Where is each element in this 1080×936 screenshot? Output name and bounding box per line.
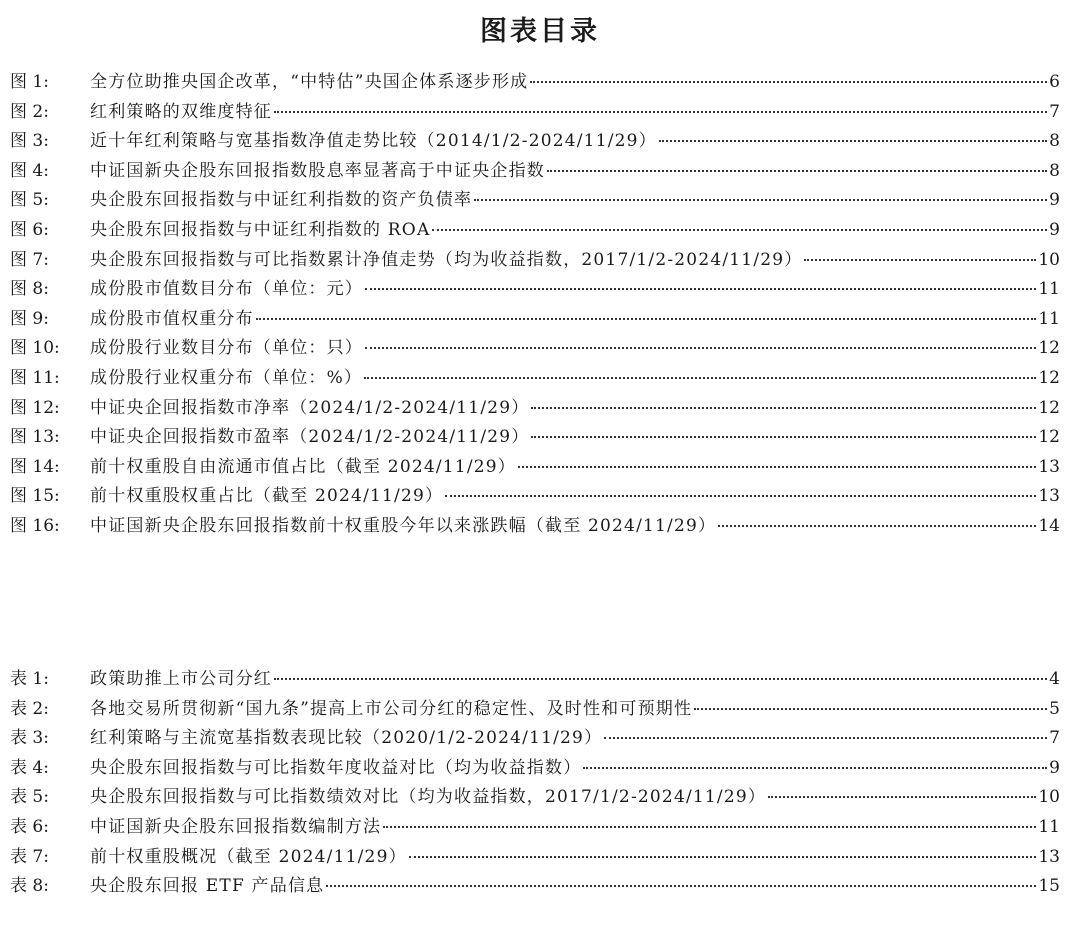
figure-entry-page-number[interactable]: 9 bbox=[1049, 219, 1060, 240]
dot-leader bbox=[718, 525, 1036, 527]
figure-entry-label: 图 5: bbox=[10, 190, 49, 211]
figure-entry[interactable] bbox=[10, 334, 1060, 364]
figure-entry-title[interactable]: 成份股行业数目分布（单位：只） bbox=[90, 338, 363, 359]
dot-leader bbox=[531, 436, 1036, 438]
figure-entry-page-number[interactable]: 14 bbox=[1038, 515, 1060, 536]
dot-leader bbox=[383, 826, 1036, 828]
figure-entry-title[interactable]: 央企股东回报指数与中证红利指数的资产负债率 bbox=[90, 190, 473, 211]
table-entry-page-number[interactable]: 10 bbox=[1038, 787, 1060, 808]
table-entry-page-number[interactable]: 7 bbox=[1049, 728, 1060, 749]
dot-leader bbox=[474, 199, 1047, 201]
table-entry[interactable] bbox=[10, 695, 1060, 725]
figure-entry-page-number[interactable]: 13 bbox=[1038, 486, 1060, 507]
table-entry-label: 表 6: bbox=[10, 816, 49, 837]
figure-entry-title[interactable]: 成份股市值权重分布 bbox=[90, 308, 254, 329]
dot-leader bbox=[326, 885, 1036, 887]
figure-entry-title[interactable]: 央企股东回报指数与可比指数累计净值走势（均为收益指数，2017/1/2-2024/11/29） bbox=[90, 249, 803, 270]
figure-entry[interactable] bbox=[10, 512, 1060, 542]
table-entry-label: 表 3: bbox=[10, 728, 49, 749]
dot-leader bbox=[409, 856, 1037, 858]
table-entry[interactable] bbox=[10, 843, 1060, 873]
table-entry-title[interactable]: 央企股东回报 ETF 产品信息 bbox=[90, 876, 325, 897]
figure-entry-page-number[interactable]: 8 bbox=[1049, 131, 1060, 152]
figure-entry-title[interactable]: 前十权重股自由流通市值占比（截至 2024/11/29） bbox=[90, 456, 516, 477]
table-entry-page-number[interactable]: 15 bbox=[1038, 876, 1060, 897]
figure-entry-title[interactable]: 成份股市值数目分布（单位：元） bbox=[90, 279, 363, 300]
table-entry-page-number[interactable]: 9 bbox=[1049, 757, 1060, 778]
figure-entry-label: 图 15: bbox=[10, 486, 60, 507]
figure-entry-label: 图 11: bbox=[10, 367, 60, 388]
dot-leader bbox=[274, 678, 1047, 680]
figure-entry-title[interactable]: 成份股行业权重分布（单位：%） bbox=[90, 367, 363, 388]
dot-leader bbox=[804, 259, 1036, 261]
table-entry-title[interactable]: 中证国新央企股东回报指数编制方法 bbox=[90, 816, 382, 837]
dot-leader bbox=[583, 767, 1047, 769]
figure-entry[interactable] bbox=[10, 305, 1060, 335]
table-entry-label: 表 8: bbox=[10, 876, 49, 897]
table-entry-title[interactable]: 央企股东回报指数与可比指数年度收益对比（均为收益指数） bbox=[90, 757, 582, 778]
figure-entry-label: 图 9: bbox=[10, 308, 49, 329]
table-entry[interactable] bbox=[10, 783, 1060, 813]
figure-entry-title[interactable]: 中证国新央企股东回报指数股息率显著高于中证央企指数 bbox=[90, 160, 545, 181]
figure-entry[interactable] bbox=[10, 157, 1060, 187]
figure-entry-label: 图 8: bbox=[10, 279, 49, 300]
figure-entry-label: 图 12: bbox=[10, 397, 60, 418]
table-entry-label: 表 2: bbox=[10, 698, 49, 719]
figure-entry-title[interactable]: 央企股东回报指数与中证红利指数的 ROA bbox=[90, 219, 431, 240]
figure-entry-page-number[interactable]: 12 bbox=[1038, 367, 1060, 388]
figure-entry[interactable] bbox=[10, 423, 1060, 453]
dot-leader bbox=[256, 318, 1037, 320]
table-entry[interactable] bbox=[10, 754, 1060, 784]
table-entry-page-number[interactable]: 5 bbox=[1049, 698, 1060, 719]
figure-list bbox=[10, 68, 1060, 542]
table-entry-page-number[interactable]: 11 bbox=[1038, 816, 1060, 837]
figure-entry-label: 图 16: bbox=[10, 515, 60, 536]
table-entry-label: 表 1: bbox=[10, 669, 49, 689]
table-entry-title[interactable]: 政策助推上市公司分红 bbox=[90, 669, 272, 689]
figure-entry-label: 图 4: bbox=[10, 160, 49, 181]
dot-leader bbox=[365, 347, 1036, 349]
table-entry[interactable] bbox=[10, 872, 1060, 902]
dot-leader bbox=[604, 737, 1047, 739]
figure-entry-page-number[interactable]: 12 bbox=[1038, 338, 1060, 359]
dot-leader bbox=[530, 81, 1047, 83]
figure-entry-label: 图 3: bbox=[10, 131, 49, 152]
dot-leader bbox=[547, 170, 1047, 172]
figure-entry-title[interactable]: 全方位助推央国企改革，“中特估”央国企体系逐步形成 bbox=[90, 72, 529, 92]
figure-entry-title[interactable]: 中证央企回报指数市盈率（2024/1/2-2024/11/29） bbox=[90, 427, 530, 448]
table-entry-page-number[interactable]: 13 bbox=[1038, 846, 1060, 867]
figure-entry-page-number[interactable]: 10 bbox=[1038, 249, 1060, 270]
table-entry-title[interactable]: 央企股东回报指数与可比指数绩效对比（均为收益指数，2017/1/2-2024/11/29） bbox=[90, 787, 767, 808]
table-entry-label: 表 4: bbox=[10, 757, 49, 778]
figure-entry-page-number[interactable]: 12 bbox=[1038, 427, 1060, 448]
table-entry[interactable] bbox=[10, 665, 1060, 695]
figure-entry-label: 图 10: bbox=[10, 338, 60, 359]
figure-entry-title[interactable]: 近十年红利策略与宽基指数净值走势比较（2014/1/2-2024/11/29） bbox=[90, 131, 657, 152]
table-entry-label: 表 7: bbox=[10, 846, 49, 867]
figure-entry[interactable] bbox=[10, 482, 1060, 512]
figure-entry-label: 图 7: bbox=[10, 249, 49, 270]
figure-entry-title[interactable]: 中证央企回报指数市净率（2024/1/2-2024/11/29） bbox=[90, 397, 530, 418]
figure-entry-page-number[interactable]: 8 bbox=[1049, 160, 1060, 181]
toc-title: 图表目录 bbox=[480, 16, 600, 47]
figure-entry-label: 图 14: bbox=[10, 456, 60, 477]
figure-entry-title[interactable]: 红利策略的双维度特征 bbox=[90, 101, 272, 122]
table-entry-title[interactable]: 各地交易所贯彻新“国九条”提高上市公司分红的稳定性、及时性和可预期性 bbox=[90, 698, 693, 719]
figure-entry[interactable] bbox=[10, 246, 1060, 276]
figure-entry[interactable] bbox=[10, 98, 1060, 128]
table-entry-title[interactable]: 前十权重股概况（截至 2024/11/29） bbox=[90, 846, 407, 867]
figure-entry[interactable] bbox=[10, 127, 1060, 157]
dot-leader bbox=[694, 708, 1047, 710]
figure-entry-title[interactable]: 前十权重股权重占比（截至 2024/11/29） bbox=[90, 486, 444, 507]
figure-entry-page-number[interactable]: 13 bbox=[1038, 456, 1060, 477]
figure-entry-page-number[interactable]: 11 bbox=[1038, 308, 1060, 329]
table-entry[interactable] bbox=[10, 813, 1060, 843]
figure-entry[interactable] bbox=[10, 275, 1060, 305]
dot-leader bbox=[274, 111, 1047, 113]
figure-entry-label: 图 13: bbox=[10, 427, 60, 448]
figure-entry[interactable] bbox=[10, 453, 1060, 483]
dot-leader bbox=[518, 466, 1036, 468]
figure-entry[interactable] bbox=[10, 364, 1060, 394]
dot-leader bbox=[365, 288, 1036, 290]
dot-leader bbox=[364, 377, 1036, 379]
table-entry-label: 表 5: bbox=[10, 787, 49, 808]
table-entry[interactable] bbox=[10, 724, 1060, 754]
figure-entry[interactable] bbox=[10, 186, 1060, 216]
figure-entry[interactable] bbox=[10, 394, 1060, 424]
dot-leader bbox=[432, 229, 1047, 231]
table-list bbox=[10, 665, 1060, 902]
figure-entry-label: 图 1: bbox=[10, 72, 49, 92]
dot-leader bbox=[659, 140, 1047, 142]
figure-entry[interactable] bbox=[10, 68, 1060, 98]
figure-entry-title[interactable]: 中证国新央企股东回报指数前十权重股今年以来涨跌幅（截至 2024/11/29） bbox=[90, 515, 717, 536]
dot-leader bbox=[531, 407, 1036, 409]
figure-entry-page-number[interactable]: 7 bbox=[1049, 101, 1060, 122]
figure-entry-page-number[interactable]: 11 bbox=[1038, 279, 1060, 300]
table-entry-title[interactable]: 红利策略与主流宽基指数表现比较（2020/1/2-2024/11/29） bbox=[90, 728, 603, 749]
figure-entry-page-number[interactable]: 6 bbox=[1049, 72, 1060, 92]
figure-entry-label: 图 6: bbox=[10, 219, 49, 240]
table-entry-page-number[interactable]: 4 bbox=[1049, 669, 1060, 689]
figure-entry[interactable] bbox=[10, 216, 1060, 246]
dot-leader bbox=[445, 495, 1036, 497]
dot-leader bbox=[768, 796, 1036, 798]
figure-entry-page-number[interactable]: 9 bbox=[1049, 190, 1060, 211]
figure-entry-label: 图 2: bbox=[10, 101, 49, 122]
figure-entry-page-number[interactable]: 12 bbox=[1038, 397, 1060, 418]
